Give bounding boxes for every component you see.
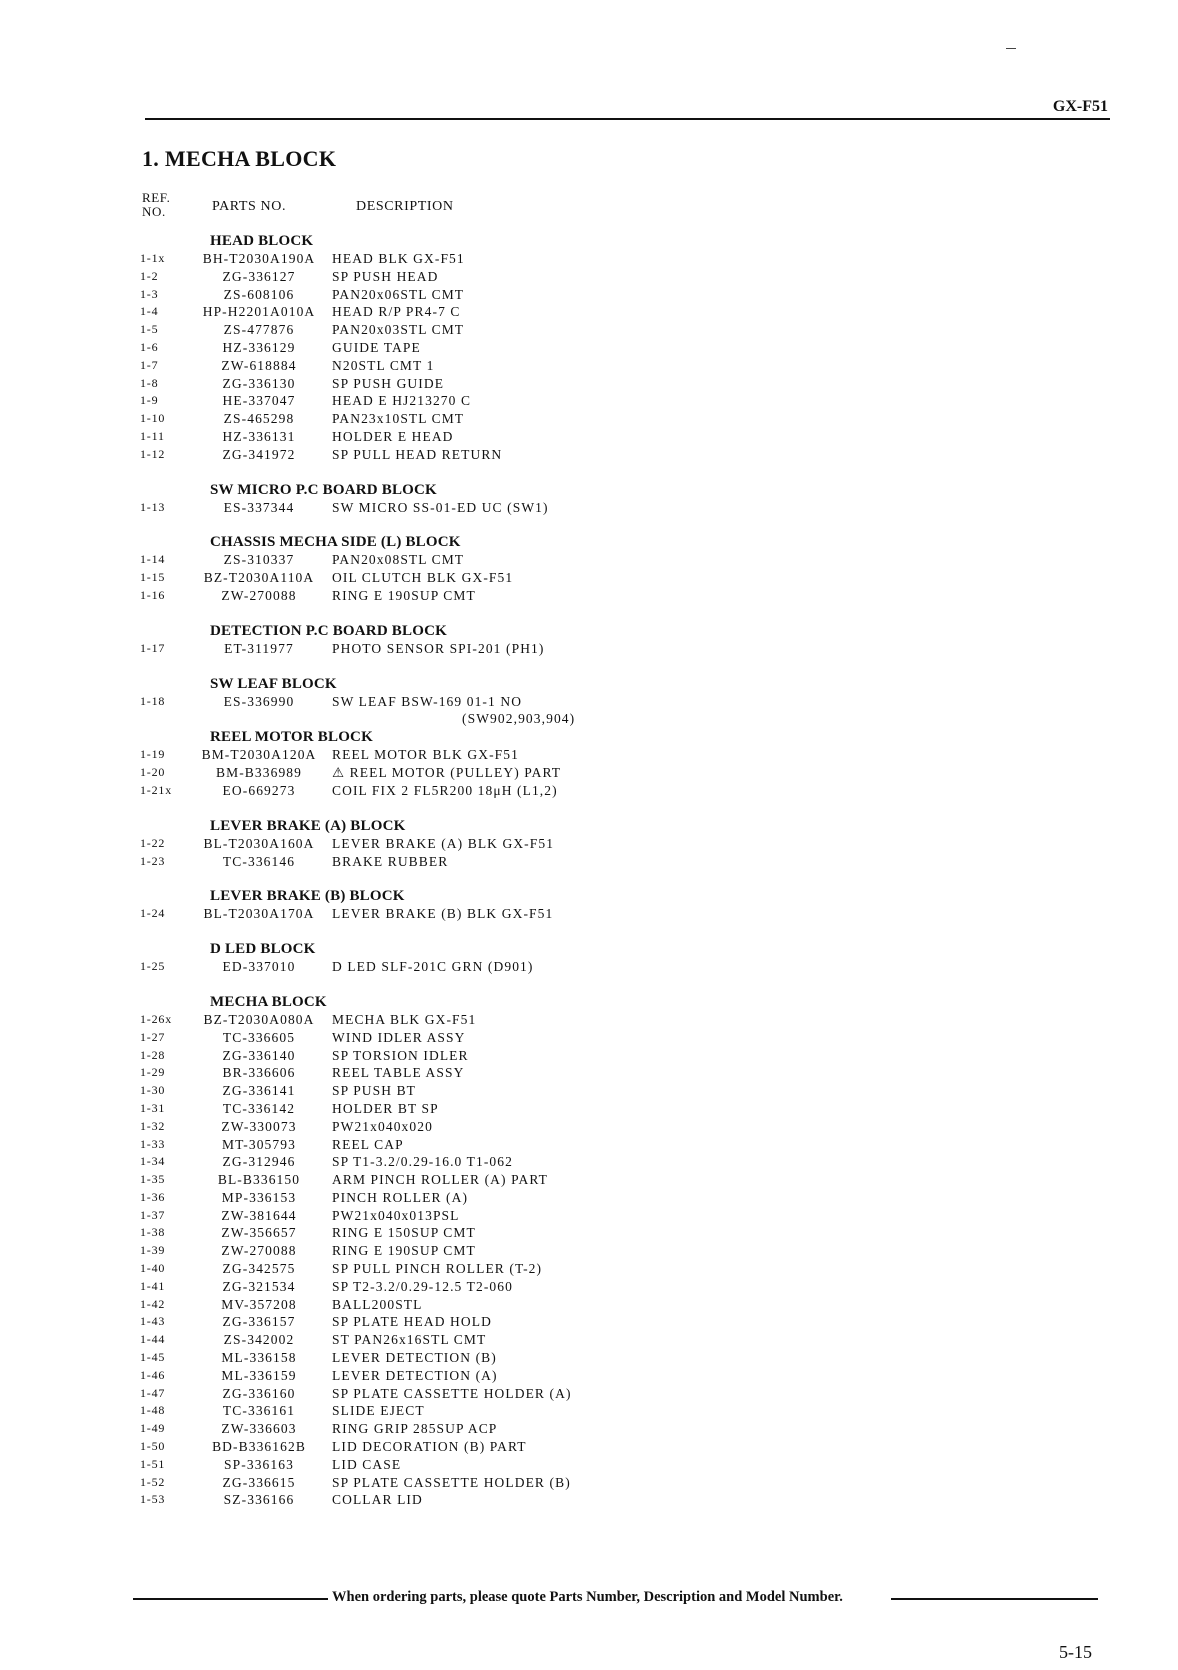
section-header: [140, 728, 1040, 746]
parts-no: ML-336159: [221, 1367, 297, 1383]
description: HEAD R/P PR4-7 C: [332, 304, 461, 320]
parts-no: HP-H2201A010A: [202, 304, 316, 320]
ref-no: 1-52: [140, 1474, 166, 1489]
ref-no: 1-46: [140, 1367, 166, 1382]
description-continuation: (SW902,903,904): [462, 711, 576, 727]
ref-no: 1-53: [140, 1492, 166, 1507]
parts-no: ZW-330073: [221, 1118, 297, 1134]
table-row: [140, 357, 1040, 375]
ref-no: 1-40: [140, 1261, 166, 1276]
ref-no: 1-23: [140, 853, 166, 868]
parts-no: BM-T2030A120A: [201, 747, 317, 763]
ref-no: 1-8: [140, 375, 159, 390]
description: SP PUSH GUIDE: [332, 375, 445, 391]
ref-no: 1-26x: [140, 1011, 172, 1026]
parts-no: MP-336153: [221, 1189, 297, 1205]
ref-no: 1-25: [140, 959, 166, 974]
ref-no: 1-16: [140, 587, 166, 602]
parts-no: ZG-336127: [222, 268, 296, 284]
description: LID CASE: [332, 1456, 402, 1472]
description: SP TORSION IDLER: [332, 1047, 469, 1063]
table-row: [140, 640, 1040, 658]
description: OIL CLUTCH BLK GX-F51: [332, 570, 514, 586]
table-row: [140, 1385, 1040, 1403]
table-row: [140, 268, 1040, 286]
table-row: [140, 1118, 1040, 1136]
page-number: 5-15: [1059, 1642, 1092, 1662]
parts-no: ZS-465298: [223, 411, 295, 427]
table-row: [140, 587, 1040, 605]
description: PAN20x08STL CMT: [332, 552, 465, 568]
table-row: [140, 569, 1040, 587]
ref-no: 1-18: [140, 693, 166, 708]
scan-mark: [1006, 48, 1016, 49]
description: RING GRIP 285SUP ACP: [332, 1421, 498, 1437]
table-row: [140, 1224, 1040, 1242]
parts-no: BL-B336150: [217, 1172, 301, 1188]
table-row: [140, 250, 1040, 268]
description: LEVER DETECTION (B): [332, 1350, 497, 1366]
parts-no: BZ-T2030A080A: [203, 1011, 315, 1027]
section-header: [140, 940, 1040, 958]
description: LEVER BRAKE (A) BLK GX-F51: [332, 835, 555, 851]
section-title: REEL MOTOR BLOCK: [210, 729, 373, 746]
ref-no: 1-36: [140, 1189, 166, 1204]
description: ST PAN26x16STL CMT: [332, 1332, 487, 1348]
description: HOLDER E HEAD: [332, 428, 454, 444]
description: LID DECORATION (B) PART: [332, 1439, 527, 1455]
parts-no: HZ-336131: [222, 428, 296, 444]
section-title: LEVER BRAKE (B) BLOCK: [210, 888, 405, 905]
footer-rule-right: [891, 1598, 1098, 1600]
table-row: [140, 375, 1040, 393]
section-title: SW MICRO P.C BOARD BLOCK: [210, 481, 437, 498]
table-row: [140, 764, 1040, 782]
parts-no: ZG-336160: [222, 1385, 296, 1401]
table-row: [140, 286, 1040, 304]
parts-no: ZS-310337: [223, 552, 295, 568]
table-row: [140, 1367, 1040, 1385]
ref-no: 1-9: [140, 393, 159, 408]
parts-no: BH-T2030A190A: [202, 251, 316, 266]
footer: [133, 1589, 1098, 1609]
ref-no: 1-4: [140, 304, 159, 319]
description: N20STL CMT 1: [332, 357, 435, 373]
description: BALL200STL: [332, 1296, 423, 1312]
table-row: [140, 853, 1040, 871]
ref-no: 1-5: [140, 322, 159, 337]
table-row: [140, 1189, 1040, 1207]
parts-no: HZ-336129: [222, 339, 296, 355]
ref-no: 1-48: [140, 1403, 166, 1418]
parts-no: ET-311977: [224, 640, 294, 656]
parts-no: ED-337010: [222, 959, 296, 975]
parts-no: ZW-270088: [221, 1243, 297, 1259]
parts-no: ZG-336615: [222, 1474, 296, 1490]
footer-note: When ordering parts, please quote Parts Number, Description and Model Number.: [332, 1589, 843, 1605]
table-row: [140, 1331, 1040, 1349]
description: PW21x040x020: [332, 1118, 433, 1134]
ref-no: 1-42: [140, 1296, 166, 1311]
table-row: [140, 782, 1040, 800]
table-row: [140, 428, 1040, 446]
column-description: DESCRIPTION: [356, 199, 454, 214]
description: LEVER DETECTION (A): [332, 1367, 498, 1383]
description: RING E 150SUP CMT: [332, 1225, 476, 1241]
parts-no: ZS-477876: [223, 322, 295, 338]
ref-no: 1-17: [140, 640, 166, 655]
parts-no: BR-336606: [222, 1065, 296, 1081]
ref-no: 1-6: [140, 339, 159, 354]
parts-no: ES-337344: [223, 499, 295, 515]
description: PAN20x03STL CMT: [332, 322, 465, 338]
description: PW21x040x013PSL: [332, 1207, 460, 1223]
ref-no: 1-7: [140, 357, 159, 372]
page-title: 1. MECHA BLOCK: [142, 146, 337, 171]
description: SLIDE EJECT: [332, 1403, 425, 1419]
ref-no: 1-33: [140, 1136, 166, 1151]
parts-no: ZG-312946: [222, 1154, 296, 1170]
parts-no: ZG-341972: [222, 446, 296, 462]
ref-no: 1-32: [140, 1118, 166, 1133]
table-row: [140, 1082, 1040, 1100]
section-title: SW LEAF BLOCK: [210, 675, 337, 692]
parts-no: BL-T2030A160A: [203, 835, 315, 851]
table-row: [140, 392, 1040, 410]
description: PINCH ROLLER (A): [332, 1189, 469, 1205]
description: PAN20x06STL CMT: [332, 286, 465, 302]
section-title: HEAD BLOCK: [210, 233, 314, 249]
footer-rule-left: [133, 1598, 328, 1600]
ref-no: 1-45: [140, 1350, 166, 1365]
table-row: [140, 339, 1040, 357]
ref-no: 1-44: [140, 1332, 166, 1347]
column-parts-no: PARTS NO.: [212, 199, 287, 214]
table-row: [140, 1313, 1040, 1331]
parts-no: TC-336605: [222, 1029, 296, 1045]
table-row: [140, 835, 1040, 853]
table-row: [140, 1491, 1040, 1509]
description: HEAD BLK GX-F51: [332, 251, 465, 266]
table-row: [140, 1207, 1040, 1225]
column-ref: REF. NO.: [142, 190, 171, 219]
ref-no: 1-50: [140, 1439, 166, 1454]
ref-no: 1-13: [140, 499, 166, 514]
parts-no: BL-T2030A170A: [203, 906, 315, 922]
parts-no: ZG-342575: [222, 1261, 296, 1277]
ref-no: 1-28: [140, 1047, 166, 1062]
table-row: [140, 1242, 1040, 1260]
section-title: D LED BLOCK: [210, 941, 316, 958]
table-row: [140, 1153, 1040, 1171]
description: REEL MOTOR BLK GX-F51: [332, 747, 519, 763]
table-row: [140, 410, 1040, 428]
table-row: [140, 1029, 1040, 1047]
table-row: [140, 1011, 1040, 1029]
description: REEL TABLE ASSY: [332, 1065, 465, 1081]
description: HEAD E HJ213270 C: [332, 393, 472, 409]
table-row: [140, 905, 1040, 923]
section-header: [140, 481, 1040, 499]
parts-no: ZG-321534: [222, 1278, 296, 1294]
table-row: [140, 746, 1040, 764]
table-row: [140, 1296, 1040, 1314]
model-number: GX-F51: [1052, 98, 1108, 115]
table-row: [140, 303, 1040, 321]
ref-no: 1-31: [140, 1100, 166, 1115]
description: SW LEAF BSW-169 01-1 NO: [332, 693, 523, 709]
section-title: DETECTION P.C BOARD BLOCK: [210, 622, 447, 639]
ref-no: 1-10: [140, 411, 166, 426]
ref-no: 1-20: [140, 765, 166, 780]
ref-no: 1-21x: [140, 782, 172, 797]
table-row: [140, 1402, 1040, 1420]
description: ⚠ REEL MOTOR (PULLEY) PART: [332, 765, 562, 781]
parts-no: ML-336158: [221, 1350, 297, 1366]
parts-no: BZ-T2030A110A: [203, 570, 315, 586]
table-row: [140, 1100, 1040, 1118]
table-row: [140, 1047, 1040, 1065]
table-row: [140, 1349, 1040, 1367]
header-rule: [145, 118, 1110, 120]
parts-no: ZG-336140: [222, 1047, 296, 1063]
table-row: [140, 1171, 1040, 1189]
description: WIND IDLER ASSY: [332, 1029, 466, 1045]
description: BRAKE RUBBER: [332, 853, 449, 869]
description: SP PUSH HEAD: [332, 268, 439, 284]
ref-no: 1-12: [140, 446, 166, 461]
parts-no: EO-669273: [222, 782, 296, 798]
section-header: [140, 232, 1040, 250]
section-header: [140, 993, 1040, 1011]
section-header: [140, 887, 1040, 905]
parts-no: ZW-381644: [221, 1207, 297, 1223]
description: PHOTO SENSOR SPI-201 (PH1): [332, 640, 545, 656]
parts-no: BD-B336162B: [212, 1439, 306, 1455]
ref-no: 1-2: [140, 268, 159, 283]
parts-no: ZW-270088: [221, 587, 297, 603]
parts-no: ZW-356657: [221, 1225, 297, 1241]
ref-no: 1-34: [140, 1154, 166, 1169]
ref-no: 1-35: [140, 1172, 166, 1187]
parts-no: ES-336990: [223, 693, 295, 709]
ref-no: 1-14: [140, 552, 166, 567]
ref-no: 1-49: [140, 1421, 166, 1436]
table-row: [140, 1456, 1040, 1474]
ref-no: 1-22: [140, 835, 166, 850]
table-row: [140, 321, 1040, 339]
description: COIL FIX 2 FL5R200 18μH (L1,2): [332, 782, 558, 798]
description: MECHA BLK GX-F51: [332, 1011, 477, 1027]
description: SP PUSH BT: [332, 1083, 417, 1099]
ref-no: 1-19: [140, 747, 166, 762]
parts-no: TC-336142: [222, 1100, 296, 1116]
description: ARM PINCH ROLLER (A) PART: [332, 1172, 548, 1188]
parts-no: ZS-608106: [223, 286, 295, 302]
ref-no: 1-51: [140, 1456, 166, 1471]
description: RING E 190SUP CMT: [332, 1243, 476, 1259]
parts-no: ZG-336157: [222, 1314, 296, 1330]
description: D LED SLF-201C GRN (D901): [332, 959, 534, 975]
ref-no: 1-15: [140, 570, 166, 585]
parts-no: MT-305793: [222, 1136, 296, 1152]
ref-no: 1-30: [140, 1083, 166, 1098]
ref-no: 1-24: [140, 906, 166, 921]
ref-no: 1-41: [140, 1278, 166, 1293]
table-row: [140, 1278, 1040, 1296]
ref-no: 1-1x: [140, 251, 166, 265]
description: SP PULL HEAD RETURN: [332, 446, 503, 462]
section-header: [140, 533, 1040, 551]
section-title: CHASSIS MECHA SIDE (L) BLOCK: [210, 534, 461, 551]
description: LEVER BRAKE (B) BLK GX-F51: [332, 906, 554, 922]
description: SP T1-3.2/0.29-16.0 T1-062: [332, 1154, 513, 1170]
table-row: [140, 1474, 1040, 1492]
description: REEL CAP: [332, 1136, 404, 1152]
ref-no: 1-11: [140, 428, 165, 443]
ref-no: 1-37: [140, 1207, 166, 1222]
description: SP PULL PINCH ROLLER (T-2): [332, 1261, 543, 1277]
parts-no: ZS-342002: [223, 1332, 295, 1348]
table-row: [140, 551, 1040, 569]
parts-no: SP-336163: [224, 1456, 294, 1472]
ref-no: 1-43: [140, 1314, 166, 1329]
description: GUIDE TAPE: [332, 339, 421, 355]
table-row: [140, 446, 1040, 464]
section-title: LEVER BRAKE (A) BLOCK: [210, 817, 406, 834]
parts-no: ZG-336141: [222, 1083, 296, 1099]
table-row: [140, 1064, 1040, 1082]
parts-no: SZ-336166: [223, 1492, 295, 1508]
description: SP PLATE CASSETTE HOLDER (A): [332, 1385, 572, 1401]
parts-no: BM-B336989: [215, 765, 302, 781]
ref-no: 1-27: [140, 1029, 166, 1044]
parts-no: TC-336161: [222, 1403, 296, 1419]
description: SP PLATE CASSETTE HOLDER (B): [332, 1474, 571, 1490]
description: SW MICRO SS-01-ED UC (SW1): [332, 499, 549, 515]
description: PAN23x10STL CMT: [332, 411, 465, 427]
ref-no: 1-3: [140, 286, 159, 301]
ref-no: 1-39: [140, 1243, 166, 1258]
parts-no: HE-337047: [222, 393, 296, 409]
ref-no: 1-47: [140, 1385, 166, 1400]
section-title: MECHA BLOCK: [210, 993, 327, 1010]
table-row: [140, 1136, 1040, 1154]
table-row: [140, 693, 1040, 711]
table-row: [140, 958, 1040, 976]
description: SP PLATE HEAD HOLD: [332, 1314, 492, 1330]
table-row: [140, 1438, 1040, 1456]
description: COLLAR LID: [332, 1492, 423, 1508]
description: SP T2-3.2/0.29-12.5 T2-060: [332, 1278, 513, 1294]
section-header: [140, 622, 1040, 640]
parts-no: ZG-336130: [222, 375, 296, 391]
description: HOLDER BT SP: [332, 1100, 439, 1116]
table-row: [140, 1260, 1040, 1278]
ref-no: 1-38: [140, 1225, 166, 1240]
ref-no: 1-29: [140, 1065, 166, 1080]
parts-list: [140, 232, 1040, 1509]
parts-no: ZW-336603: [221, 1421, 297, 1437]
section-header: [140, 675, 1040, 693]
parts-no: MV-357208: [221, 1296, 297, 1312]
section-header: [140, 817, 1040, 835]
table-row: [140, 499, 1040, 517]
parts-no: ZW-618884: [221, 357, 297, 373]
parts-no: TC-336146: [222, 853, 296, 869]
table-row: [140, 1420, 1040, 1438]
description: RING E 190SUP CMT: [332, 587, 476, 603]
